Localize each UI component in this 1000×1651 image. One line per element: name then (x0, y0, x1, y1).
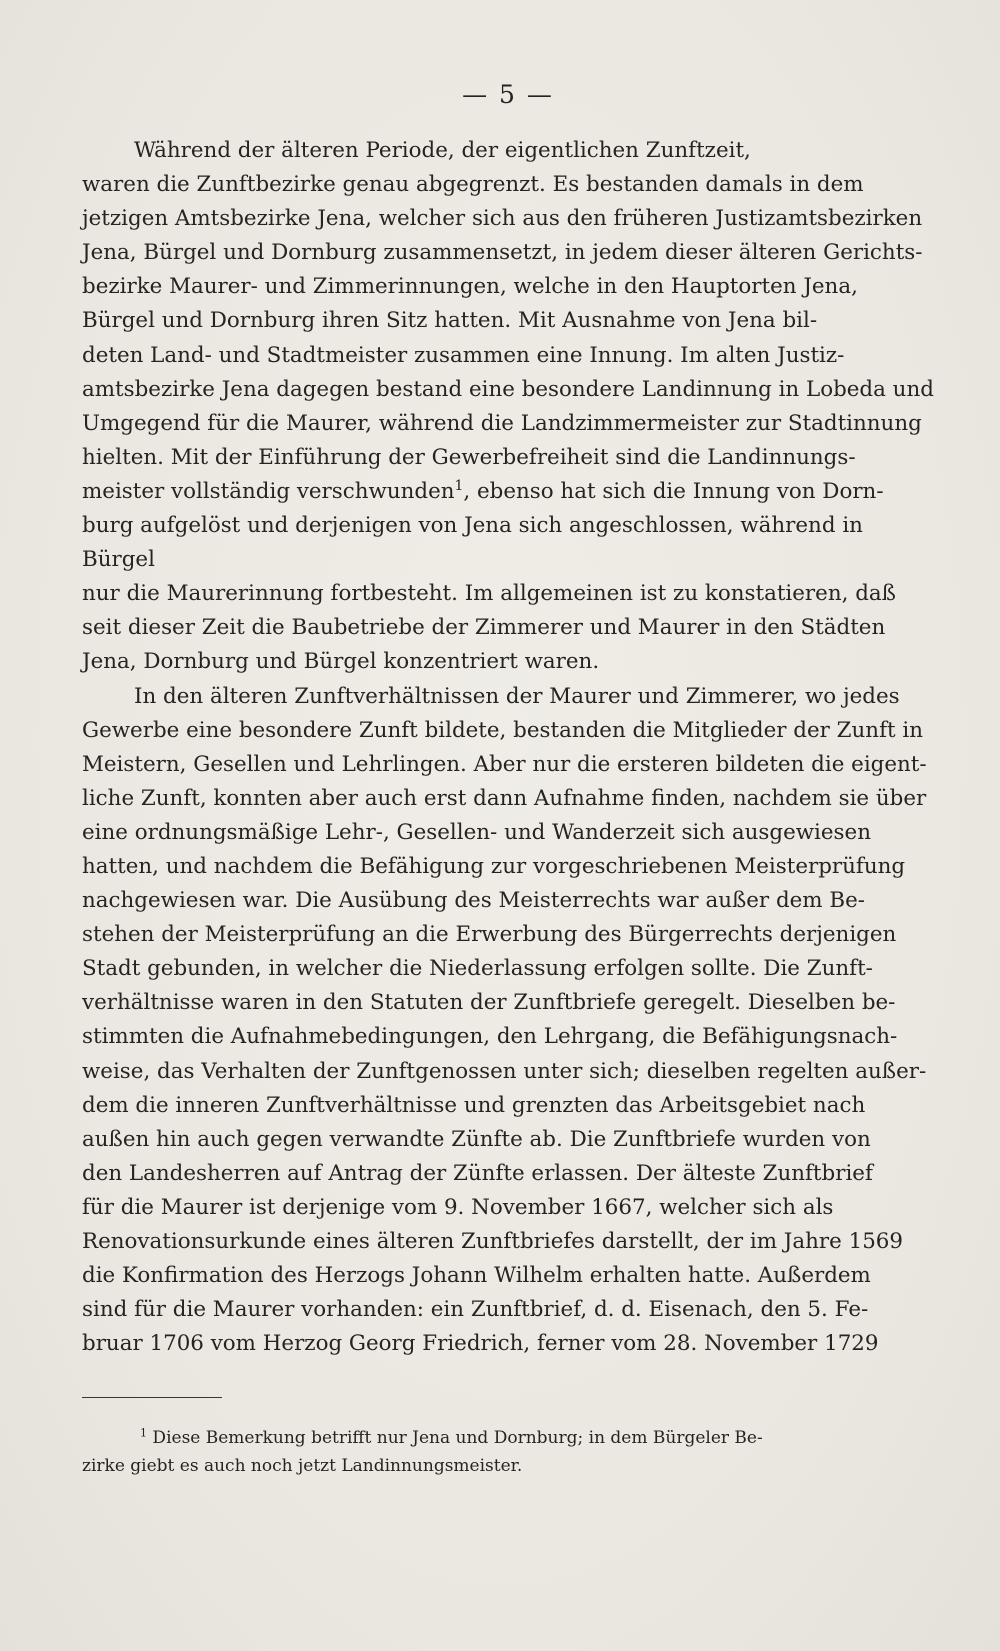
paragraph-2 (82, 680, 934, 1362)
paragraph-2-text: In den älteren Zunftverhältnissen der Maurer und Zimmerer, wo jedes Gewerbe eine besondere Zunft bildete, bestanden die Mitglieder der Zunft in Meistern, Gesellen und Lehrlingen. Aber nur die ersteren bildeten die eigent- liche Zunft, konnten aber auch erst dann Aufnahme finden, nachdem sie über eine ordnungsmäßige Lehr-, Gesellen- und Wanderzeit sich ausgewiesen hatten, und nachdem die Befähigung zur vorgeschriebenen Meisterprüfung nachgewiesen war. Die Ausübung des Meisterrechts war außer dem Be- stehen der Meisterprüfung an die Erwerbung des Bürgerrechts derjenigen Stadt gebunden, in welcher die Niederlassung erfolgen sollte. Die Zunft- verhältnisse waren in den Statuten der Zunftbriefe geregelt. Dieselben be- stimmten die Aufnahmebedingungen, den Lehrgang, die Befähigungsnach- weise, das Verhalten der Zunftgenossen unter sich; dieselben regelten außer- dem die inneren Zunftverhältnisse und grenzten das Arbeitsgebiet nach außen hin auch gegen verwandte Zünfte ab. Die Zunftbriefe wurden von den Landesherren auf Antrag der Zünfte erlassen. Der älteste Zunftbrief für die Maurer ist derjenige vom 9. November 1667, welcher sich als Renovationsurkunde eines älteren Zunftbriefes darstellt, der im Jahre 1569 die Konfirmation des Herzogs Johann Wilhelm erhalten hatte. Außerdem sind für die Maurer vorhanden: ein Zunftbrief, d. d. Eisenach, den 5. Fe- bruar 1706 vom Herzog Georg Friedrich, ferner vom 28. November 1729 (82, 683, 927, 1357)
page-number: — 5 — (462, 80, 554, 109)
footnote-text: Diese Bemerkung betrifft nur Jena und Dornburg; in dem Bürgeler Be- zirke giebt es auch noch jetzt Landinnungsmeister. (82, 1428, 763, 1477)
paragraph-1-text-continued: , ebenso hat sich die Innung von Dorn- burg aufgelöst und derjenigen von Jena sich angeschlossen, während in Bürgel nur die Maurerinnung fortbesteht. Im allgemeinen ist zu konstatieren, daß seit dieser Zeit die Baubetriebe der Zimmerer und Maurer in den Städten Jena, Dornburg und Bürgel konzentriert waren. (82, 478, 896, 675)
paragraph-1-text: Während der älteren Periode, der eigentlichen Zunftzeit, waren die Zunftbezirke genau abgegrenzt. Es bestanden damals in dem jetzigen Amtsbezirke Jena, welcher sich aus den früheren Justizamtsbezirken Jena, Bürgel und Dornburg zusammensetzt, in jedem dieser älteren Gerichts- bezirke Maurer- und Zimmerinnungen, welche in den Hauptorten Jena, Bürgel und Dornburg ihren Sitz hatten. Mit Ausnahme von Jena bil- deten Land- und Stadtmeister zusammen eine Innung. Im alten Justiz- amtsbezirke Jena dagegen bestand eine besondere Landinnung in Lobeda und Umgegend für die Maurer, während die Landzimmermeister zur Stadtinnung hielten. Mit der Einführung der Gewerbefreiheit sind die Landinnungs- meister vollständig verschwunden (82, 138, 934, 504)
footnote-reference[interactable]: 1 (454, 477, 464, 494)
paragraph-1 (82, 134, 934, 680)
footnote-marker: 1 (140, 1426, 148, 1440)
footnote (82, 1424, 934, 1480)
footnote-divider (82, 1397, 222, 1398)
